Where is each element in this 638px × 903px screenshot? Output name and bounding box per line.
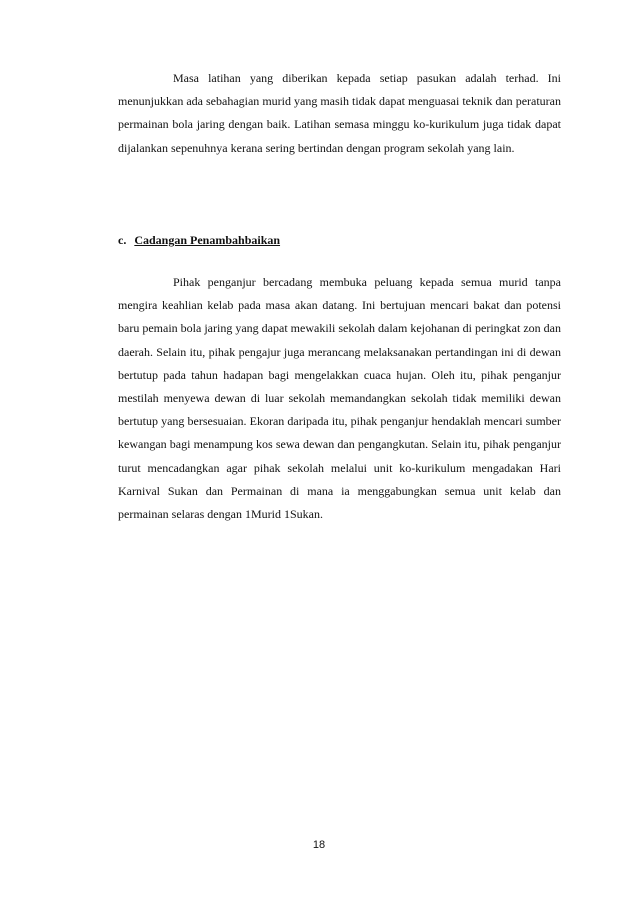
section-title: Cadangan Penambahbaikan — [134, 233, 281, 247]
paragraph-improvement-suggestions: Pihak penganjur bercadang membuka peluang kepada semua murid tanpa mengira keahlian kelab pada masa akan datang. Ini bertujuan mencari bakat dan potensi baru pemain bola jaring yang dapat mewakili sekolah dalam kejohanan di peringkat zon dan daerah. Selain itu, pihak pengajur juga merancang melaksanakan pertandingan ini di dewan bertutup pada tahun hadapan bagi mengelakkan cuaca hujan. Oleh itu, pihak penganjur mestilah menyewa dewan di luar sekolah memandangkan sekolah tidak memiliki dewan bertutup yang bersesuaian. Ekoran daripada itu, pihak penganjur hendaklah mencari sumber kewangan bagi menampung kos sewa dewan dan pengangkutan. Selain itu, pihak penganjur turut mencadangkan agar pihak sekolah melalui unit ko-kurikulum mengadakan Hari Karnival Sukan dan Permainan di mana ia menggabungkan semua unit kelab dan permainan selaras dengan 1Murid 1Sukan. — [118, 275, 561, 522]
page-number: 18 — [312, 839, 326, 851]
paragraph-training-limitation: Masa latihan yang diberikan kepada setiap pasukan adalah terhad. Ini menunjukkan ada sebahagian murid yang masih tidak dapat menguasai teknik dan peraturan permainan bola jaring dengan baik. Latihan semasa minggu ko-kurikulum juga tidak dapat dijalankan sepenuhnya kerana sering bertindan dengan program sekolah yang lain. — [118, 71, 561, 155]
section-letter: c. — [118, 233, 127, 247]
section-heading — [118, 232, 280, 248]
